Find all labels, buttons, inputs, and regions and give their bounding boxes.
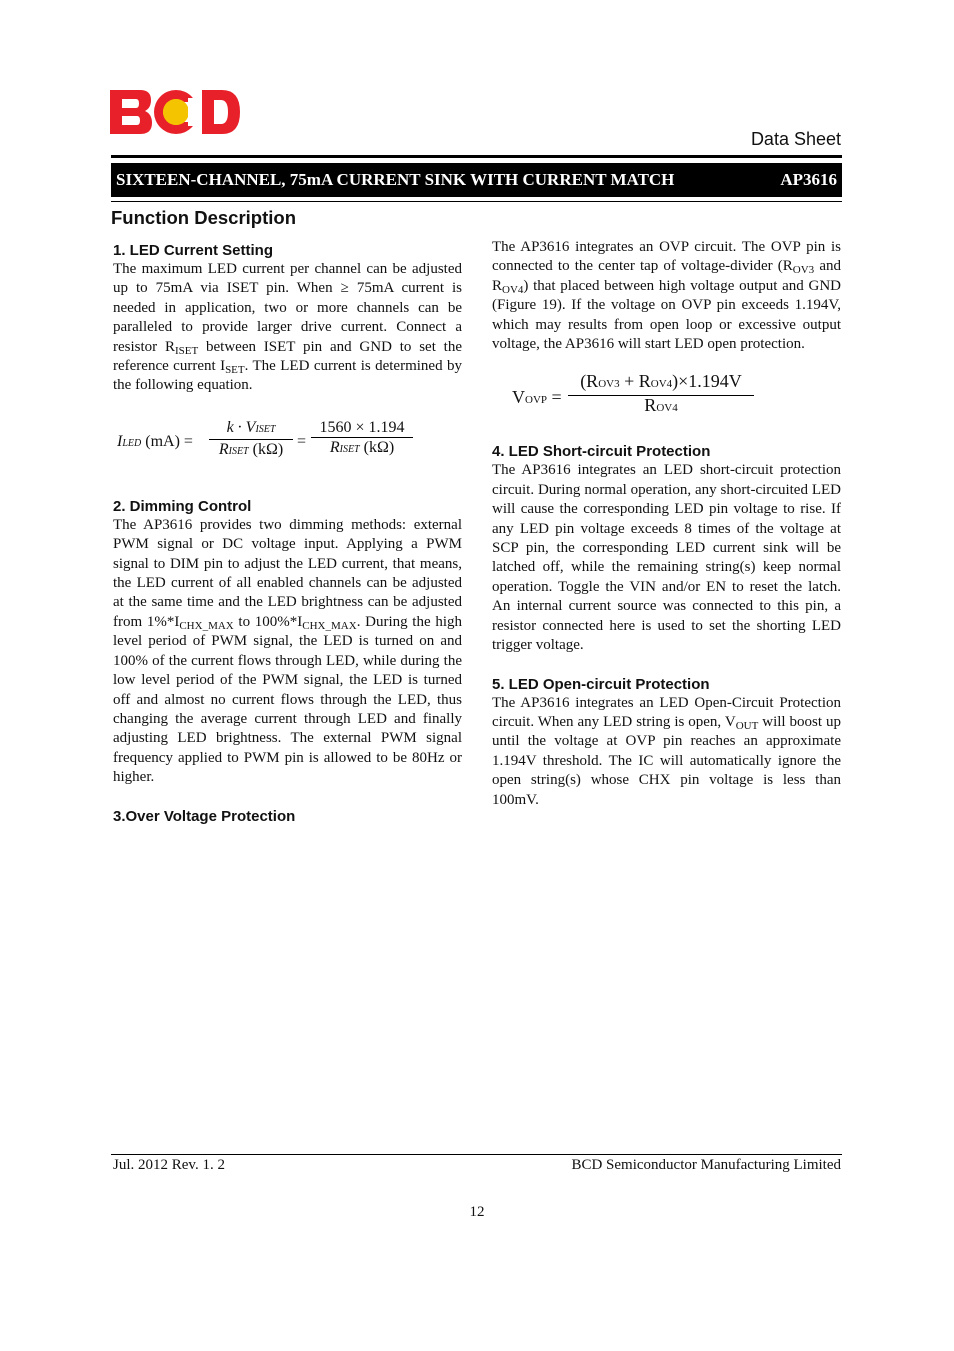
heading-over-voltage: 3.Over Voltage Protection — [113, 807, 296, 825]
footer-date-revision: Jul. 2012 Rev. 1. 2 — [113, 1157, 225, 1173]
page-number: 12 — [469, 1204, 485, 1220]
heading-led-current-setting: 1. LED Current Setting — [113, 242, 274, 259]
left-column — [113, 241, 462, 826]
paragraph-dimming: The AP3616 provides two dimming methods: external PWM signal or DC voltage input. Applying a PWM signal to DIM pin to adjust the LED current, that means, the LED current of all enabled channels can be adjusted at the same time and the LED brightness can be adjusted from $1\%*I_{CHX\_MAX}$ to $100\%*I_{CHX\_MAX}$. During the high level period of PWM signal, the LED is turned on and 100% of the current flows through LED, while during the low level period of the PWM signal, the LED is turned off and almost no current flows through the LED, thus changing the average current through LED and finally adjusting LED brightness. The external PWM signal frequency applied to PWM pin is allowed to be 80Hz or higher. — [113, 516, 462, 786]
bcd-logo — [110, 88, 242, 136]
section-title: Function Description — [111, 207, 296, 228]
document-title: SIXTEEN-CHANNEL, 75mA CURRENT SINK WITH CURRENT MATCH — [116, 170, 675, 189]
paragraph-ovp: The AP3616 integrates an OVP circuit. The OVP pin is connected to the center tap of voltage-divider ($R_{OV3}$ and $R_{OV4}$) that placed between high voltage output and GND (Figure 19). If the voltage on OVP pin exceeds 1.194V, which may results from open loop or excessive output voltage, the AP3616 will start LED open protection. — [492, 239, 841, 353]
led-current-equation: ILED (mA) = k · VISET RISET (kΩ) = 1560 × 1.194 RISET (kΩ) — [113, 410, 462, 476]
footer-rule — [111, 1154, 842, 1155]
paragraph-short-circuit: The AP3616 integrates an LED short-circuit protection circuit. During normal operation, any short-circuited LED will cause the corresponding LED pin voltage to rise. If any LED pin voltage exceeds 8 times of the voltage at SCP pin, the corresponding LED current sink will be latched off, while the remaining string(s) keep normal operation. Toggle the VIN and/or EN to reset the latch. An internal current source was connected to this pin, a resistor connected here is used to set the shorting LED trigger voltage. — [492, 462, 841, 654]
heading-open-circuit: 5. LED Open-circuit Protection — [492, 675, 710, 693]
paragraph-open-circuit: The AP3616 integrates an LED Open-Circuit Protection circuit. When any LED string is open, $V_{OUT}$ will boost up until the voltage at OVP pin reaches an approximate 1.194V threshold. The IC will automatically ignore the open string(s) whose CHX pin voltage is less than 100mV. — [492, 694, 841, 808]
footer-company: BCD Semiconductor Manufacturing Limited — [571, 1157, 841, 1173]
paragraph-led-current: The maximum LED current per channel can be adjusted up to 75mA via ISET pin. When ≥ 75mA current is needed in application, two or more channels can be paralleled to provide larger drive current. Connect a resistor $R_{ISET}$ between ISET pin and GND to set the reference current $I_{SET}$. The LED current is determined by the following equation. — [113, 261, 462, 394]
doc-type-label: Data Sheet — [750, 129, 841, 149]
right-column — [492, 238, 841, 810]
part-number: AP3616 — [780, 170, 837, 189]
heading-dimming-control: 2. Dimming Control — [113, 497, 252, 515]
title-rule — [111, 201, 842, 202]
heading-short-circuit: 4. LED Short-circuit Protection — [492, 443, 711, 461]
ovp-equation: VOVP = (ROV3 + ROV4)×1.194V ROV4 — [492, 368, 841, 430]
title-bar — [111, 163, 842, 197]
header-rule — [111, 155, 842, 158]
